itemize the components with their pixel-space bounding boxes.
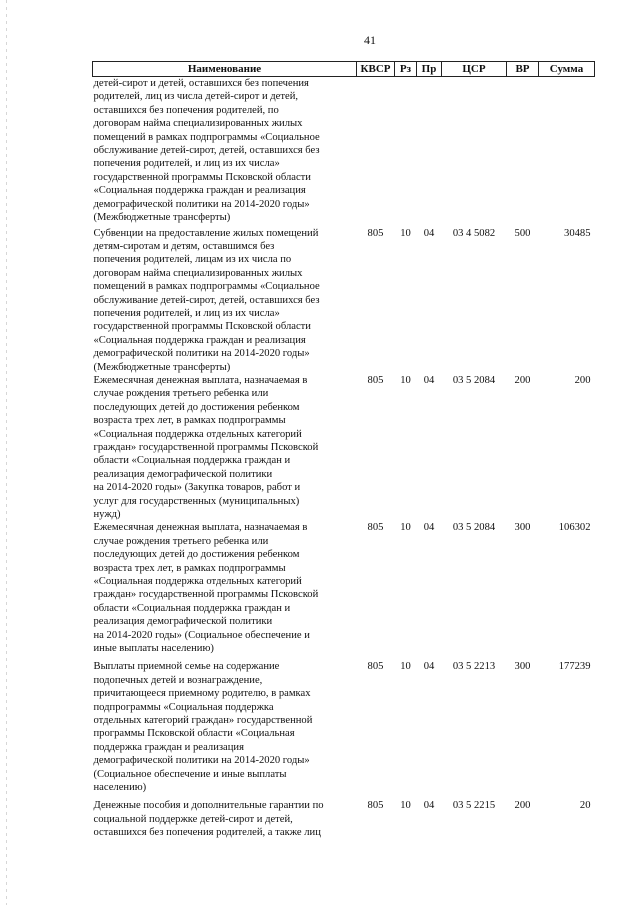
table-row	[93, 799, 595, 839]
budget-table	[92, 61, 595, 840]
row-pr	[417, 77, 442, 227]
row-sum: 177239	[558, 661, 591, 673]
row-sum	[539, 77, 595, 227]
row-kvsr: 805	[367, 661, 384, 673]
table-body	[93, 77, 595, 840]
row-sum: 20	[579, 800, 591, 812]
header-csr: ЦСР	[442, 62, 507, 77]
row-name: Выплаты приемной семье на содержание подопечных детей и вознаграждение, причитающееся приемному родителю, в рамках подпрограммы «Социальная поддержка отдельных категорий граждан» государственной программы Псковской области «Социальная поддержка граждан и реализация демографической политики на 2014-2020 годы» (Социальное обеспечение и иные выплаты населению)	[93, 661, 313, 794]
header-row	[93, 62, 595, 77]
row-sum: 200	[574, 374, 591, 386]
row-name: детей-сирот и детей, оставшихся без попечения родителей, лиц из числа детей-сирот и детей, оставшихся без попечения родителей, по договорам найма специализированных жилых помещений в рамках подпрограммы «Социальное обслуживание детей-сирот, детей, оставшихся без попечения родителей, и лиц из их числа» государственной программы Псковской области «Социальная поддержка граждан и реализация демографической политики на 2014-2020 годы» (Межбюджетные трансферты)	[93, 78, 320, 224]
row-csr: 03 5 2213	[452, 661, 496, 673]
row-vr: 200	[514, 374, 531, 386]
row-sum: 106302	[558, 522, 591, 534]
row-pr: 04	[423, 661, 435, 673]
row-name: Ежемесячная денежная выплата, назначаемая в случае рождения третьего ребенка или последующих детей до достижения ребенком возраста трех лет, в рамках подпрограммы «Социальная поддержка отдельных категорий граждан» государственной программы Псковской области «Социальная поддержка граждан и реализация демографической политики на 2014-2020 годы» (Социальное обеспечение и иные выплаты населению)	[93, 522, 319, 655]
row-kvsr: 805	[367, 374, 384, 386]
row-pr: 04	[423, 800, 435, 812]
row-vr	[507, 77, 539, 227]
row-csr: 03 5 2084	[452, 522, 496, 534]
header-pr: Пр	[417, 62, 442, 77]
row-name: Субвенции на предоставление жилых помещений детям-сиротам и детям, оставшимся без попечения родителей, лицам из их числа по договорам найма специализированных жилых помещений в рамках подпрограммы «Социальное обслуживание детей-сирот, детей, оставшихся без попечения родителей, и лиц из их числа» государственной программы Псковской области «Социальная поддержка граждан и реализация демографической политики на 2014-2020 годы» (Межбюджетные трансферты)	[93, 227, 320, 373]
row-sum: 30485	[564, 227, 591, 239]
row-pr: 04	[423, 522, 435, 534]
table-row	[93, 374, 595, 521]
row-csr	[442, 77, 507, 227]
scan-edge-artifact	[6, 0, 7, 905]
row-rz: 10	[400, 374, 411, 386]
row-csr: 03 5 2215	[452, 800, 496, 812]
row-kvsr	[357, 77, 395, 227]
row-vr: 200	[514, 800, 531, 812]
row-rz: 10	[400, 800, 411, 812]
row-name: Ежемесячная денежная выплата, назначаемая в случае рождения третьего ребенка или последующих детей до достижения ребенком возраста трех лет, в рамках подпрограммы «Социальная поддержка отдельных категорий граждан» государственной программы Псковской области «Социальная поддержка граждан и реализация демографической политики на 2014-2020 годы» (Закупка товаров, работ и услуг для государственных (муниципальных) нужд)	[93, 374, 319, 521]
row-pr: 04	[423, 374, 435, 386]
page-number: 41	[364, 33, 376, 47]
row-csr: 03 5 2084	[452, 374, 496, 386]
row-pr: 04	[423, 227, 435, 239]
row-vr: 500	[514, 227, 531, 239]
header-kvsr: КВСР	[357, 62, 395, 77]
table-row	[93, 77, 595, 227]
header-vr: ВР	[507, 62, 539, 77]
row-rz: 10	[400, 522, 411, 534]
row-rz	[395, 77, 417, 227]
row-kvsr: 805	[367, 522, 384, 534]
header-rz: Рз	[395, 62, 417, 77]
row-rz: 10	[400, 227, 411, 239]
row-name: Денежные пособия и дополнительные гарантии по социальной поддержке детей-сирот и детей, оставшихся без попечения родителей, а также лиц	[93, 800, 324, 839]
header-name: Наименование	[93, 62, 357, 77]
row-vr: 300	[514, 661, 531, 673]
row-vr: 300	[514, 522, 531, 534]
row-kvsr: 805	[367, 227, 384, 239]
table-header	[93, 62, 595, 77]
table-row	[93, 660, 595, 799]
row-csr: 03 4 5082	[452, 227, 496, 239]
row-rz: 10	[400, 661, 411, 673]
row-kvsr: 805	[367, 800, 384, 812]
header-sum: Сумма	[539, 62, 595, 77]
table-row	[93, 227, 595, 374]
table-row	[93, 521, 595, 660]
